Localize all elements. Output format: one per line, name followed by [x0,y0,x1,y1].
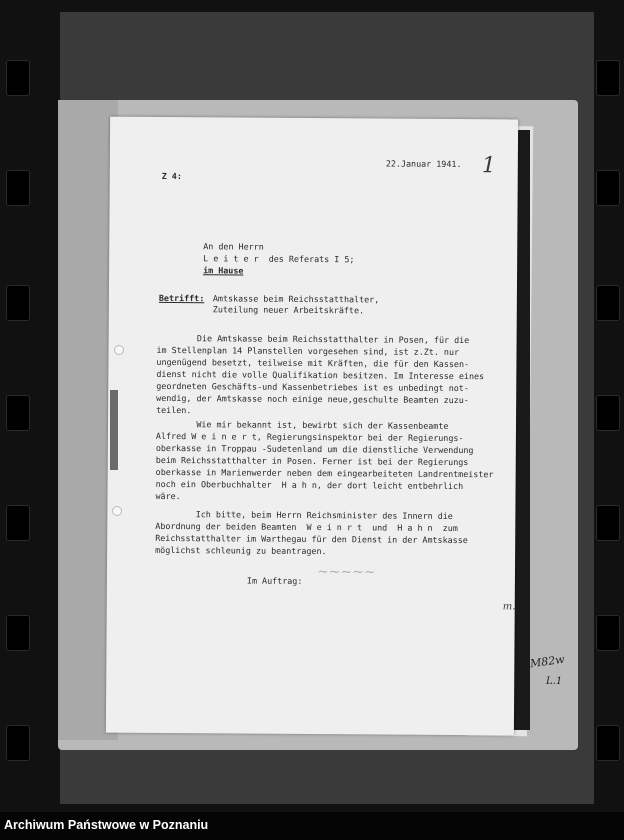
paragraph-line: noch ein Oberbuchhalter H a h n, der dort leicht entbehrlich [155,478,464,492]
subject-line-1: Amtskasse beim Reichsstatthalter, [212,293,380,305]
margin-note: m. [502,601,516,613]
paragraph-line: Die Amtskasse beim Reichsstatthalter in Posen, für die [156,332,470,346]
sprocket-hole [596,505,620,541]
sprocket-hole [596,725,620,761]
archive-footer [0,812,624,840]
sprocket-hole [596,170,620,206]
archive-name: Archiwum Państwowe w Poznaniu [4,818,209,832]
reference-code: Z 4: [161,170,182,182]
paragraph-line: möglichst schleunig zu beantragen. [155,544,327,557]
paragraph-line: wendig, der Amtskasse noch einige neue,geschulte Beamten zuzu- [156,392,469,406]
sprocket-hole [6,60,30,96]
sprocket-hole [6,170,30,206]
page-number-handwritten: 1 [481,153,496,179]
archive-note: M82w [529,652,566,671]
sprocket-hole [596,60,620,96]
letter-date: 22.Januar 1941. [385,158,462,170]
subject-label: Betrifft: [158,292,205,304]
paragraph-line: wäre. [155,490,181,502]
paragraph-line: Reichsstatthalter im Warthegau für den Dienst in der Amtskasse [155,532,468,546]
sprocket-hole [6,395,30,431]
binding-mark [110,390,118,470]
paragraph-line: Wie mir bekannt ist, bewirbt sich der Kassenbeamte [155,418,449,431]
paragraph-line: Ich bitte, beim Herrn Reichsminister des Innern die [155,508,453,521]
paragraph-line: geordneten Geschäfts-und Kassenbetriebes ist es unbedingt not- [156,380,469,394]
sprocket-hole [596,395,620,431]
recipient-line-1: An den Herrn [203,241,264,252]
archive-note: L.1 [546,676,563,687]
paragraph-line: dienst nicht die volle Qualifikation besitzen. Im Interesse eines [156,368,485,382]
paragraph-line: im Stellenplan 14 Planstellen vorgesehen sind, ist z.Zt. nur [156,344,460,358]
sprocket-hole [6,615,30,651]
sprocket-hole [6,285,30,321]
sprocket-hole [6,725,30,761]
paragraph-line: teilen. [156,404,192,416]
paragraph-line: oberkasse in Troppau -Sudetenland um die dienstliche Verwendung [155,442,474,456]
paragraph-line: Abordnung der beiden Beamten W e i n r t und H a h n zum [155,520,458,534]
sprocket-hole [6,505,30,541]
closing-formula: Im Auftrag: [246,575,303,586]
sprocket-hole [596,615,620,651]
recipient-line-3: im Hause [203,265,244,276]
signature-faint: ~~~~~ [316,564,376,581]
paragraph-line: beim Reichsstatthalter in Posen. Ferner ist bei der Regierungs [155,454,469,468]
recipient-line-2: L e i t e r des Referats I 5; [203,253,355,265]
punch-hole [114,345,124,355]
paragraph-line: Alfred W e i n e r t, Regierungsinspektor bei der Regierungs- [155,430,464,444]
subject-line-2: Zuteilung neuer Arbeitskräfte. [212,304,365,316]
paragraph-line: oberkasse in Marienwerder neben dem eingearbeiteten Landrentmeister [155,466,494,480]
punch-hole [112,506,122,516]
letter-page [106,117,518,736]
sprocket-hole [596,285,620,321]
paragraph-line: ungenügend besetzt, teilweise mit Kräften, die für den Kassen- [156,356,470,370]
